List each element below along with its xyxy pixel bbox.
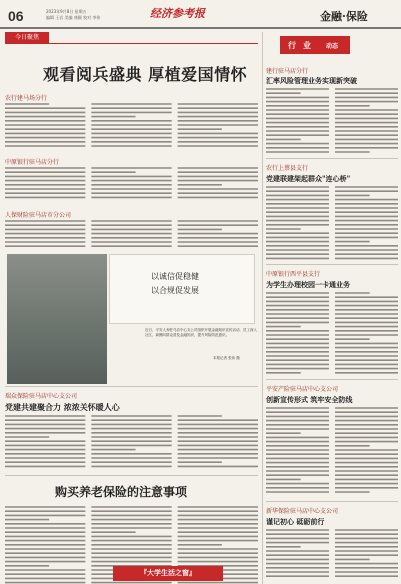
item2-text (5, 167, 258, 199)
r-item4-title: 创新宣传形式 筑牢安全防线 (266, 395, 353, 404)
r-item3-text (266, 292, 398, 376)
r-item2-label: 农行上蔡县支行 (266, 165, 309, 172)
item3-text (5, 220, 258, 250)
r-item5-text (266, 529, 398, 581)
r-item3-title: 为学生办理校园一卡通业务 (266, 280, 350, 289)
left-column (5, 32, 258, 584)
r-item5-title: 谨记初心 砥砺前行 (266, 517, 325, 526)
photo-placeholder (7, 254, 107, 384)
right-tag-a: 行 (288, 41, 296, 50)
item4-label: 瑞众保险驻马店中心支公司 (5, 393, 78, 400)
item1-text (5, 103, 258, 151)
main-title: 观看阅兵盛典 厚植爱国情怀 (43, 65, 248, 84)
masthead-rule (0, 27, 401, 29)
r-item5-label: 新华保险驻马店中心支公司 (266, 508, 339, 515)
right-tag (280, 36, 350, 54)
page-number: 06 (8, 8, 24, 24)
item4-top-rule (5, 386, 258, 387)
r-item4-label: 平安产险驻马店中心支公司 (266, 386, 339, 393)
date-line: 2023年9月8日 星期五 (46, 9, 87, 14)
feature-title: 购买养老保险的注意事项 (55, 485, 188, 499)
item2-label: 中原银行驻马店分行 (5, 159, 60, 166)
r-rule-4 (266, 501, 398, 502)
r-item1-title: 汇率风险管理业务实现新突破 (266, 76, 357, 85)
item3-label: 人保财险驻马店市分公司 (5, 212, 72, 219)
masthead (0, 0, 401, 30)
r-item1-text (266, 88, 398, 156)
r-item2-title: 党建联建架起群众"连心桥" (266, 174, 351, 183)
feature-rule (5, 475, 258, 476)
photo-credit: 本报记者 张伟 摄 (213, 356, 240, 360)
r-item3-label: 中原银行西平县支行 (266, 271, 321, 278)
item4-text (5, 415, 258, 470)
editor-line: 编辑 王岩 美编 康颖 校对 李伟 (46, 15, 101, 20)
right-tag-c: 动态 (326, 43, 339, 50)
r-rule-1 (266, 158, 398, 159)
section-name: 金融·保险 (320, 10, 368, 23)
right-tag-b: 业 (303, 41, 311, 50)
item4-title: 党建共建聚合力 浓浓关怀暖人心 (5, 402, 120, 412)
r-rule-2 (266, 264, 398, 265)
right-column (266, 32, 398, 584)
caption-line-1: 以诚信促稳健 (151, 272, 199, 281)
r-item1-label: 建行驻马店分行 (266, 68, 309, 75)
item1-label: 农行建马场分行 (5, 95, 48, 102)
caption-line-2: 以合规促发展 (151, 286, 199, 295)
column-divider (262, 32, 263, 584)
photo-caption: 近日，平安人寿驻马店中心支公司组织开展金融知识宣传活动，员工深入社区、商圈向群众普及金融知识，提升风险防范意识。 (145, 328, 257, 337)
r-item4-text (266, 407, 398, 497)
r-item2-text (266, 186, 398, 260)
left-tag: 今日聚焦 (5, 32, 49, 43)
left-tag-rule (5, 43, 258, 44)
r-rule-3 (266, 379, 398, 380)
paper-name: 经济参考报 (150, 7, 205, 20)
bottom-banner: 『大学生活之窗』 (113, 566, 223, 581)
